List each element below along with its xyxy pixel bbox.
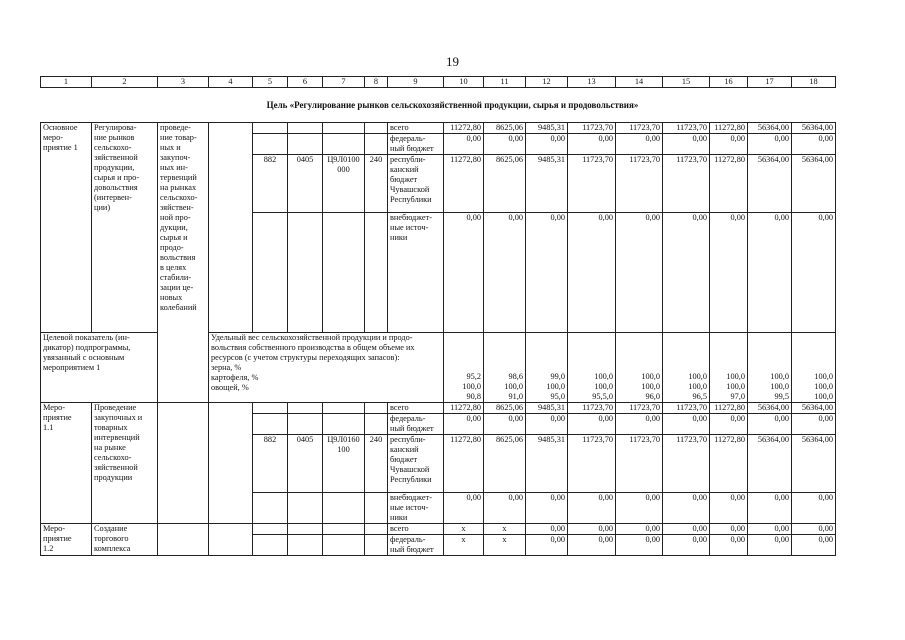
rz-code: 0405	[288, 435, 323, 493]
indicator-label: Целевой показатель (ин- дикатор) подпрограммы, увязанный с основным мероприятием 1	[41, 333, 209, 403]
goal-title: Цель «Регулирование рынков сельскохозяйственной продукции, сырья и продовольствия»	[266, 100, 639, 110]
funding-source: республи- канский бюджет Чувашской Республики	[388, 435, 444, 493]
activity-name: Меро- приятие 1.2	[41, 524, 92, 556]
vr-code: 240	[365, 155, 388, 213]
table-row: внебюджет- ные источ- ники 0,00 0,00 0,00 0,00 0,00 0,00 0,00 0,00 0,00	[41, 493, 836, 524]
table-row: 882 0405 Ц9Л0160 100 240 республи- канский бюджет Чувашской Республики 11272,80 8625,06 9485,31 11723,70 11723,70 11723,70 11272,80 56364,00 56364,00	[41, 435, 836, 493]
header-cell: 17	[748, 77, 792, 88]
budget-table	[40, 76, 836, 556]
header-cell: 1	[41, 77, 92, 88]
table-row: Основное меро- приятие 1 Регулирова- ние рынков сельскохо- зяйственной продукции, сырья и про- довольствия (интервен- ции) проведе- ние товар- ных и закупоч- ных ин- тервенций на рынках сельскохо- зяйствен- ной про- дукции, сырья и продо- вольствия в целях стабили- зации це- новых колебаний всего 11272,80 8625,06 9485,31 11723,70 11723,70 11723,70 11272,80 56364,00 56364,00	[41, 123, 836, 134]
activity-title: Регулирова- ние рынков сельскохо- зяйственной продукции, сырья и про- довольствия (интервен- ции)	[92, 123, 158, 333]
header-cell: 13	[568, 77, 616, 88]
funding-source: федераль- ный бюджет	[388, 414, 444, 435]
indicator-row: Целевой показатель (ин- дикатор) подпрограммы, увязанный с основным мероприятием 1 Удельный вес сельскохозяйственной продукции и продо- вольствия собственного производства в общем объеме их ресурсов (с учетом структуры переходящих запасов): зерна, % картофеля, % овощей, % 95,2 100,0 90,8 98,6 100,0 91,0 99,0 100,0 95,0 100,0 100,0 95,5,0 100,0 100,0 96,0 100,0 100,0 96,5 100,0 100,0 97,0 100,0 100,0 99,5 100,0 100,0 100,0	[41, 333, 836, 403]
page-number: 19	[446, 54, 459, 69]
funding-source: внебюджет- ные источ- ники	[388, 493, 444, 524]
funding-source: федераль- ный бюджет	[388, 535, 444, 556]
rz-code: 0405	[288, 155, 323, 213]
funding-source: всего	[388, 524, 444, 535]
header-cell: 15	[663, 77, 710, 88]
funding-source: всего	[388, 403, 444, 414]
csr-code: Ц9Л0160 100	[323, 435, 365, 493]
table-row: 882 0405 Ц9Л0100 000 240 республи- канский бюджет Чувашской Республики 11272,80 8625,06 9485,31 11723,70 11723,70 11723,70 11272,80 56364,00 56364,00	[41, 155, 836, 213]
goal-spacer-row	[41, 88, 836, 123]
header-cell: 12	[526, 77, 568, 88]
indicator-text: Удельный вес сельскохозяйственной продукции и продо- вольствия собственного производства в общем объеме их ресурсов (с учетом структуры переходящих запасов): зерна, % картофеля, % овощей, %	[209, 333, 444, 403]
funding-source: внебюджет- ные источ- ники	[388, 213, 444, 333]
table-row: внебюджет- ные источ- ники 0,00 0,00 0,00 0,00 0,00 0,00 0,00 0,00 0,00	[41, 213, 836, 333]
table-row: Меро- приятие 1.1 Проведение закупочных и товарных интервенций на рынке сельскохо- зяйственной продукции всего 11272,80 8625,06 9485,31 11723,70 11723,70 11723,70 11272,80 56364,00 56364,00	[41, 403, 836, 414]
activity-desc: проведе- ние товар- ных и закупоч- ных ин- тервенций на рынках сельскохо- зяйствен- ной про- дукции, сырья и продо- вольствия в целях стабили- зации це- новых колебаний	[158, 123, 209, 403]
grbs-code: 882	[253, 435, 288, 493]
activity-title: Создание торгового комплекса	[92, 524, 158, 556]
header-cell: 16	[710, 77, 748, 88]
activity-name: Основное меро- приятие 1	[41, 123, 92, 333]
header-cell: 2	[92, 77, 158, 88]
header-cell: 18	[792, 77, 836, 88]
activity-name: Меро- приятие 1.1	[41, 403, 92, 524]
table-row: Меро- приятие 1.2 Создание торгового комплекса всего х х 0,00 0,00 0,00 0,00 0,00 0,00 0,00	[41, 524, 836, 535]
funding-source: всего	[388, 123, 444, 134]
table-row: федераль- ный бюджет 0,00 0,00 0,00 0,00 0,00 0,00 0,00 0,00 0,00	[41, 134, 836, 155]
table-row: федераль- ный бюджет 0,00 0,00 0,00 0,00 0,00 0,00 0,00 0,00 0,00	[41, 414, 836, 435]
header-cell: 6	[288, 77, 323, 88]
table-row: федераль- ный бюджет х х 0,00 0,00 0,00 0,00 0,00 0,00 0,00	[41, 535, 836, 556]
header-cell: 9	[388, 77, 444, 88]
vr-code: 240	[365, 435, 388, 493]
activity-title: Проведение закупочных и товарных интервенций на рынке сельскохо- зяйственной продукции	[92, 403, 158, 524]
header-cell: 11	[484, 77, 526, 88]
csr-code: Ц9Л0100 000	[323, 155, 365, 213]
header-cell: 7	[323, 77, 365, 88]
header-cell: 10	[444, 77, 484, 88]
header-cell: 3	[158, 77, 209, 88]
header-cell: 5	[253, 77, 288, 88]
header-cell: 8	[365, 77, 388, 88]
header-row	[41, 77, 836, 88]
header-cell: 14	[616, 77, 663, 88]
funding-source: федераль- ный бюджет	[388, 134, 444, 155]
funding-source: республи- канский бюджет Чувашской Республики	[388, 155, 444, 213]
grbs-code: 882	[253, 155, 288, 213]
header-cell: 4	[209, 77, 253, 88]
